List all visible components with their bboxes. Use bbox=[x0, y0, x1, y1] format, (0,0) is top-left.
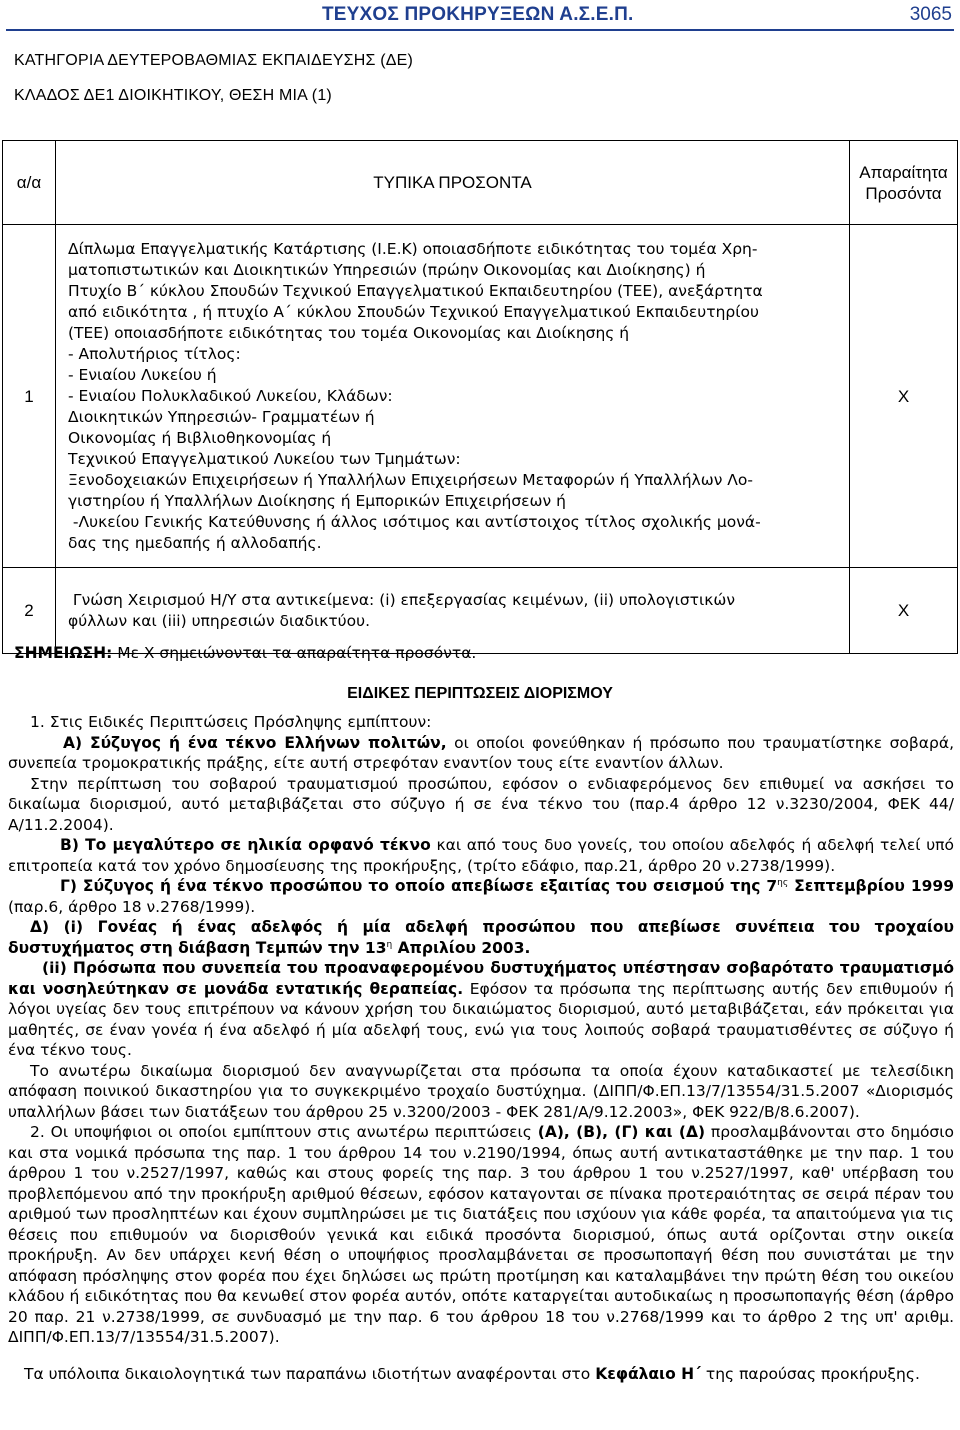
qualification-line: φύλλων και (iii) υπηρεσιών διαδικτύου. bbox=[68, 612, 371, 630]
paragraph-case-a bbox=[8, 733, 954, 774]
paragraph-intro: 1. Στις Ειδικές Περιπτώσεις Πρόσληψης εμπίπτουν: bbox=[30, 713, 432, 731]
qualification-line: - Ενιαίου Πολυκλαδικού Λυκείου, Κλάδων: bbox=[68, 387, 393, 405]
table-header-row bbox=[3, 141, 958, 225]
row-qualifications bbox=[56, 568, 850, 654]
hiring-text-a: 2. Οι υποψήφιοι οι οποίοι εμπίπτουν στις ανωτέρω περιπτώσεις bbox=[30, 1123, 538, 1141]
row-required-mark: Χ bbox=[850, 225, 958, 568]
note-text: Με Χ σημειώνονται τα απαραίτητα προσόντα. bbox=[112, 644, 477, 662]
case-d-ii-heading: (ii) Πρόσωπα που συνεπεία του προαναφερομένου δυστυχήματος υπέστησαν σοβαρότατο τραυματισμό και νοσηλεύτηκαν σε μονάδα εντατικής θεραπείας. bbox=[8, 959, 954, 998]
paragraph-exclusion: Το ανωτέρω δικαίωμα διορισμού δεν αναγνωρίζεται στα πρόσωπα τα οποία έχουν καταδικαστεί με τελεσίδικη απόφαση ποινικού δικαστηρίου για το συγκεκριμένο τροχαίο δυστύχημα. (ΔΙΠΠ/Φ.ΕΠ.13/7/13554/31.5.2007 «Διορισμός υπαλλήλων βάσει των διατάξεων του άρθρου 25 ν.3200/2003 - ΦΕΚ 281/Α/9.12.2003», ΦΕΚ 922/Β/8.6.2007). bbox=[8, 1061, 954, 1121]
documents-chapter: Κεφάλαιο Η΄ bbox=[595, 1364, 701, 1383]
required-header-line-2: Προσόντα bbox=[865, 183, 942, 203]
category-heading: ΚΑΤΗΓΟΡΙΑ ΔΕΥΤΕΡΟΒΑΘΜΙΑΣ ΕΚΠΑΙΔΕΥΣΗΣ (ΔΕ) bbox=[14, 52, 414, 69]
row-index: 1 bbox=[3, 225, 56, 568]
qualification-line: Τεχνικού Επαγγελματικού Λυκείου των Τμημάτων: bbox=[68, 450, 461, 468]
qualification-line: από ειδικότητα , ή πτυχίο Α΄ κύκλου Σπουδών Τεχνικού Επαγγελματικού Εκπαιδευτηρίου bbox=[68, 303, 759, 321]
note-label: ΣΗΜΕΙΩΣΗ: bbox=[14, 644, 113, 662]
qualification-line: -Λυκείου Γενικής Κατεύθυνσης ή άλλος ισότιμος και αντίστοιχος τίτλος σχολικής μονά- bbox=[68, 513, 761, 531]
qualification-line: Ξενοδοχειακών Επιχειρήσεων ή Υπαλλήλων Επιχειρήσεων Μεταφορών ή Υπαλλήλων Λο- bbox=[68, 471, 753, 489]
qualification-line: (ΤΕΕ) οποιασδήποτε ειδικότητας του τομέα Οικονομίας και Διοίκησης ή bbox=[68, 324, 630, 342]
case-g-heading: Γ) Σύζυγος ή ένα τέκνο προσώπου το οποίο απεβίωσε εξαιτίας του σεισμού της 7 bbox=[60, 877, 778, 895]
case-d-ii-text: Εφόσον τα πρόσωπα της περίπτωσης αυτής δεν επιθυμούν ή λόγοι υγείας δεν τους επιτρέπουν να κάνουν χρήση του δικαιώματος διορισμού, αυτό μεταβιβάζεται, εάν πρόκειται για μαθητές, σε έναν γονέα ή ένα αδελφό ή μία αδελφή τους, ενώ για τους λοιπούς σοβαρά τραυματισθέντες σε σύζυγο ή ένα τέκνο τους. bbox=[8, 979, 954, 1059]
paragraph-case-d bbox=[8, 917, 954, 958]
qualification-line: Διοικητικών Υπηρεσιών- Γραμματέων ή bbox=[68, 408, 375, 426]
qualification-line: Οικονομίας ή Βιβλιοθηκονομίας ή bbox=[68, 429, 332, 447]
page-number: 3065 bbox=[909, 4, 952, 25]
required-header-line-1: Απαραίτητα bbox=[859, 162, 948, 182]
paragraph-case-b bbox=[8, 835, 954, 876]
case-d-heading-2: Απριλίου 2003. bbox=[392, 938, 531, 957]
row-index: 2 bbox=[3, 568, 56, 654]
case-a-heading: Α) Σύζυγος ή ένα τέκνο Ελλήνων πολιτών, bbox=[63, 733, 447, 752]
column-header-index: α/α bbox=[3, 141, 56, 225]
case-a-text: οι οποίοι φονεύθηκαν ή πρόσωπο που τραυματίστηκε σοβαρά, συνεπεία τρομοκρατικής πράξης, είτε αυτή στρεφόταν εναντίον τους είτε εναντίον άλλων. bbox=[8, 733, 954, 772]
publication-title: ΤΕΥΧΟΣ ΠΡΟΚΗΡΥΞΕΩΝ Α.Σ.Ε.Π. bbox=[322, 4, 634, 25]
column-header-required bbox=[850, 141, 958, 225]
header-divider bbox=[6, 29, 954, 31]
special-cases-body bbox=[8, 712, 954, 1384]
section-title: ΕΙΔΙΚΕΣ ΠΕΡΙΠΤΩΣΕΙΣ ΔΙΟΡΙΣΜΟΥ bbox=[347, 685, 613, 702]
paragraph-documents bbox=[8, 1364, 954, 1385]
case-g-superscript: ης bbox=[777, 877, 789, 888]
spacer bbox=[8, 1348, 954, 1364]
row-required-mark: Χ bbox=[850, 568, 958, 654]
documents-text-c: της παρούσας προκήρυξης. bbox=[700, 1364, 920, 1383]
case-b-text: και από τους δυο γονείς, του οποίου αδελφός ή αδελφή τελεί υπό επιτροπεία κατά τον χρόνο δημοσίευσης της προκήρυξης, (τρίτο εδάφιο, παρ.21, άρθρο 20 ν.2738/1999). bbox=[8, 836, 955, 875]
paragraph-case-d-ii bbox=[8, 958, 954, 1061]
qualification-line: ματοπιστωτικών και Διοικητικών Υπηρεσιών (πρώην Οικονομίας και Διοίκησης) ή bbox=[68, 261, 706, 279]
case-g-heading-2: Σεπτεμβρίου 1999 bbox=[788, 877, 954, 895]
hiring-text-c: προσλαμβάνονται στο δημόσιο και στα νομικά πρόσωπα της παρ. 1 του άρθρου 14 του ν.2190/1994, όπως αυτή αντικαταστάθηκε με την παρ. 1 του άρθρου 1 του ν.2527/1997, καθώς και στους φορείς της παρ. 3 του άρθρου 1 του ν.2527/1997, καθ' υπέρβαση του προβλεπόμενου από την προκήρυξη αριθμού θέσεων, εφόσον καταγονται σε πίνακα προτεραιότητας σε σειρά πέραν του αριθμού των προσληπτέων και έχουν συμπληρώσει με τις διατάξεις που ισχύουν για κάθε φορέα, τα απαιτούμενα για τις θέσεις που επιθυμούν να διορισθούν γενικά και ειδικά προσόντα διορισμού, όπως αυτά ορίζονται στην οικεία προκήρυξη. Αν δεν υπάρχει κενή θέση ο υποψήφιος προσλαμβάνεται σε προσωποπαγή θέση που συνιστάται με την απόφαση πρόσληψης στον φορέα που έχει δηλώσει ως πρώτη προτίμηση και καταλαμβάνει την πρώτη θέση του οικείου κλάδου ή ειδικότητας που θα κενωθεί στον φορέα αυτόν, οπότε καταργείται αυτοδικαίως η προσωποπαγής θέση (άρθρο 20 παρ. 21 ν.2738/1999, σε συνδυασμό με την παρ. 6 του άρθρου 18 του ν.2768/1999 και το άρθρο 2 της υπ' αριθμ. ΔΙΠΠ/Φ.ΕΠ.13/7/13554/31.5.2007). bbox=[8, 1123, 954, 1346]
qualification-line: Πτυχίο Β΄ κύκλου Σπουδών Τεχνικού Επαγγελματικού Εκπαιδευτηρίου (ΤΕΕ), ανεξάρτητα bbox=[68, 282, 763, 300]
case-d-superscript: η bbox=[386, 939, 393, 950]
qualifications-table bbox=[2, 140, 958, 654]
case-g-text: (παρ.6, άρθρο 18 ν.2768/1999). bbox=[8, 897, 256, 916]
table-row bbox=[3, 568, 958, 654]
branch-heading: ΚΛΑΔΟΣ ΔΕ1 ΔΙΟΙΚΗΤΙΚΟΥ, ΘΕΣΗ ΜΙΑ (1) bbox=[14, 87, 332, 104]
paragraph-case-a-injury: Στην περίπτωση του σοβαρού τραυματισμού προσώπου, εφόσον ο ενδιαφερόμενος δεν επιθυμεί να ασκήσει το δικαίωμα διορισμού, αυτό μεταβιβάζεται στο σύζυγο ή σε ένα τέκνο του (παρ.4 άρθρο 12 ν.3230/2004, ΦΕΚ 44/Α/11.2.2004). bbox=[8, 774, 954, 834]
qualification-line: - Ενιαίου Λυκείου ή bbox=[68, 366, 217, 384]
hiring-cases: (Α), (Β), (Γ) και (Δ) bbox=[537, 1123, 706, 1141]
documents-text-a: Τα υπόλοιπα δικαιολογητικά των παραπάνω ιδιοτήτων αναφέρονται στο bbox=[24, 1364, 596, 1383]
paragraph-case-g bbox=[8, 876, 954, 917]
paragraph-hiring bbox=[8, 1122, 954, 1348]
qualification-line: δας της ημεδαπής ή αλλοδαπής. bbox=[68, 534, 322, 552]
qualification-line: Δίπλωμα Επαγγελματικής Κατάρτισης (Ι.Ε.Κ) οποιασδήποτε ειδικότητας του τομέα Χρη- bbox=[68, 240, 758, 258]
qualification-line: γιστηρίου ή Υπαλλήλων Διοίκησης ή Εμπορικών Επιχειρήσεων ή bbox=[68, 492, 566, 510]
column-header-qualifications: ΤΥΠΙΚΑ ΠΡΟΣΟΝΤΑ bbox=[56, 141, 850, 225]
row-qualifications bbox=[56, 225, 850, 568]
case-d-heading: Δ) (i) Γονέας ή ένας αδελφός ή μία αδελφή προσώπου που απεβίωσε συνέπεια του τροχαίου δυστυχήματος στη διάβαση Τεμπών την 13 bbox=[8, 918, 954, 957]
case-b-heading: Β) Το μεγαλύτερο σε ηλικία ορφανό τέκνο bbox=[60, 836, 431, 854]
note bbox=[14, 643, 476, 664]
qualification-line: - Απολυτήριος τίτλος: bbox=[68, 345, 241, 363]
qualification-line: Γνώση Χειρισμού Η/Υ στα αντικείμενα: (i) επεξεργασίας κειμένων, (ii) υπολογιστικών bbox=[68, 591, 735, 609]
table-row bbox=[3, 225, 958, 568]
